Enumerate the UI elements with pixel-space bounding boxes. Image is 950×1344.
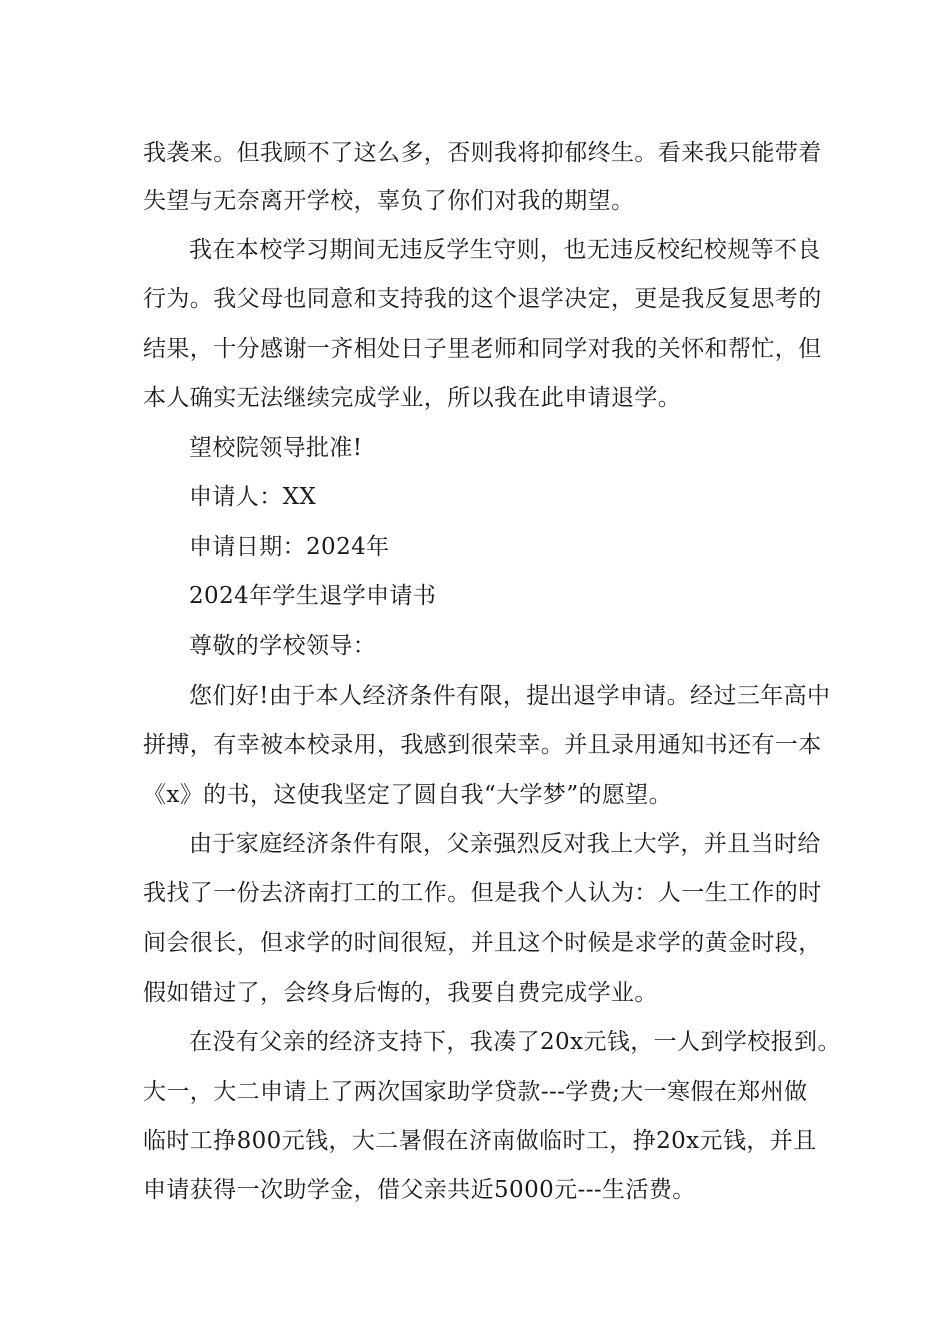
text-line: 本人确实无法继续完成学业，所以我在此申请退学。 — [143, 385, 682, 411]
salutation-line: 尊敬的学校领导： — [189, 633, 377, 659]
text-line: 假如错过了，会终身后悔的，我要自费完成学业。 — [143, 980, 658, 1006]
applicant-line: 申请人：XX — [189, 484, 317, 510]
approval-request-line: 望校院领导批准! — [189, 435, 363, 461]
paragraph-start-line: 您们好!由于本人经济条件有限，提出退学申请。经过三年高中 — [189, 683, 831, 709]
text-line: 申请获得一次助学金，借父亲共近5000元---生活费。 — [143, 1177, 696, 1203]
text-line: 大一，大二申请上了两次国家助学贷款---学费;大一寒假在郑州做 — [143, 1079, 808, 1105]
paragraph-start-line: 在没有父亲的经济支持下，我凑了20x元钱，一人到学校报到。 — [189, 1029, 841, 1055]
text-line: 结果，十分感谢一齐相处日子里老师和同学对我的关怀和帮忙，但 — [143, 336, 822, 362]
text-line: 《x》的书，这使我坚定了圆自我“大学梦”的愿望。 — [143, 782, 673, 808]
application-date-line: 申请日期：2024年 — [189, 534, 390, 560]
text-line: 我找了一份去济南打工的工作。但是我个人认为：人一生工作的时 — [143, 880, 822, 906]
text-line: 临时工挣800元钱，大二暑假在济南做临时工，挣20x元钱，并且 — [143, 1128, 817, 1154]
paragraph-start-line: 我在本校学习期间无违反学生守则，也无违反校纪校规等不良 — [189, 237, 821, 263]
text-line: 间会很长，但求学的时间很短，并且这个时候是求学的黄金时段， — [143, 930, 822, 956]
text-line: 我袭来。但我顾不了这么多，否则我将抑郁终生。看来我只能带着 — [143, 140, 822, 166]
text-line: 失望与无奈离开学校，辜负了你们对我的期望。 — [143, 188, 635, 214]
text-line: 行为。我父母也同意和支持我的这个退学决定，更是我反复思考的 — [143, 286, 822, 312]
paragraph-start-line: 由于家庭经济条件有限，父亲强烈反对我上大学，并且当时给 — [189, 831, 821, 857]
document-title: 2024年学生退学申请书 — [189, 583, 437, 609]
text-line: 拼搏，有幸被本校录用，我感到很荣幸。并且录用通知书还有一本 — [143, 732, 822, 758]
